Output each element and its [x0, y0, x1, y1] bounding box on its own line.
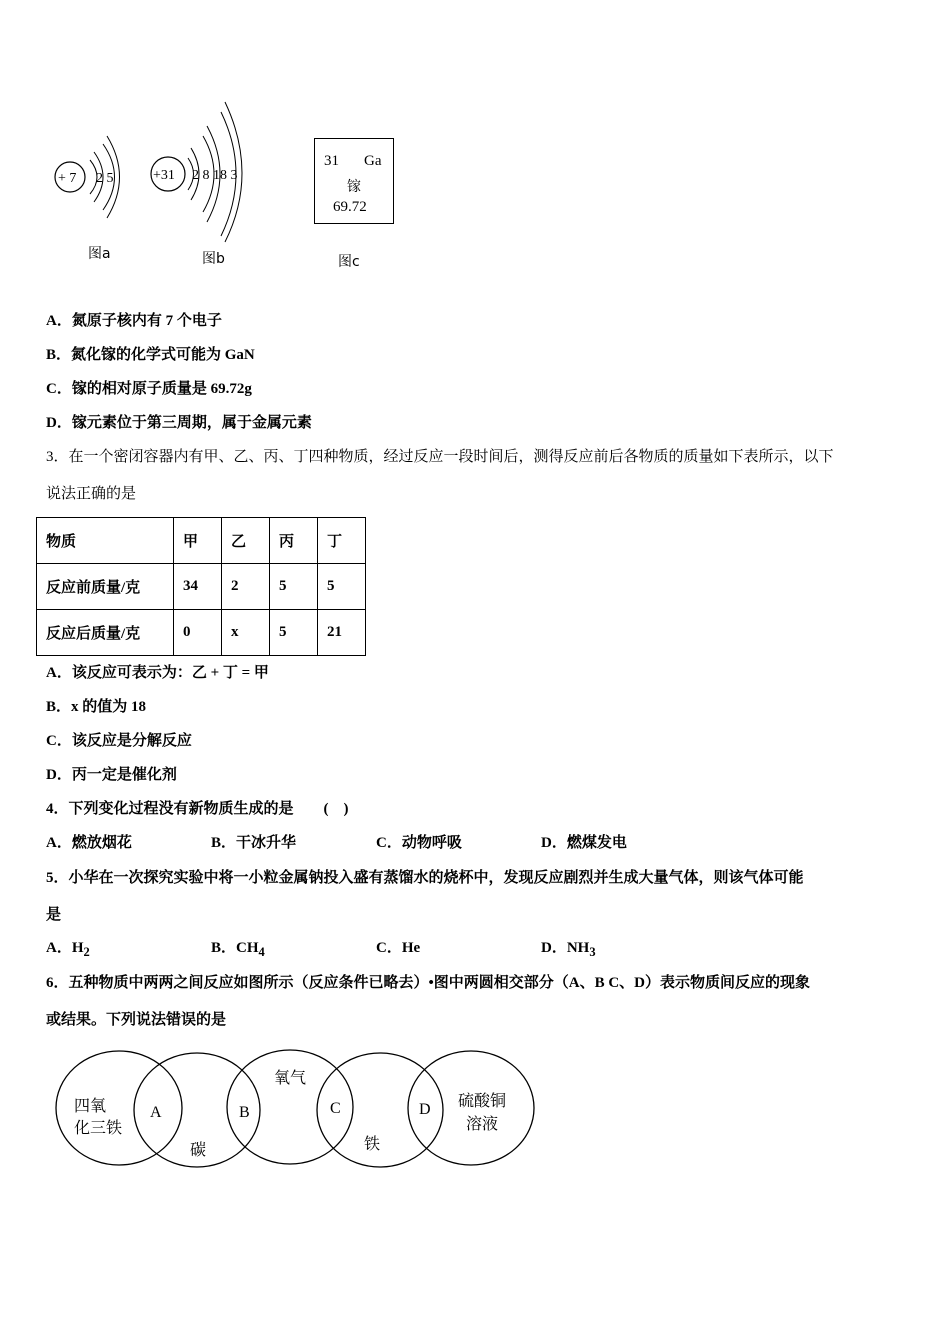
q3-option-c: C．该反应是分解反应	[46, 733, 192, 749]
atomic-number: 31	[324, 153, 339, 169]
q6-venn-diagram	[50, 1045, 540, 1175]
table-cell: 反应前质量/克	[37, 564, 174, 610]
atomic-mass: 69.72	[333, 199, 367, 215]
table-row	[37, 518, 366, 564]
q2-option-d: D．镓元素位于第三周期，属于金属元素	[46, 415, 312, 431]
table-cell: 乙	[222, 518, 270, 564]
figure-a-shells: 2 5	[96, 171, 114, 186]
q3-option-a: A．该反应可表示为：乙 + 丁 = 甲	[46, 665, 269, 681]
table-cell: 5	[318, 564, 366, 610]
table-cell: 物质	[37, 518, 174, 564]
figure-b-atom-diagram	[145, 98, 260, 243]
q6-stem-line2: 或结果。下列说法错误的是	[46, 1012, 227, 1028]
q4-options	[46, 833, 706, 853]
label-carbon: 碳	[190, 1142, 207, 1159]
table-cell: 5	[270, 564, 318, 610]
q5-option-d: D．$NH_3$	[541, 940, 596, 959]
table-cell: 2	[222, 564, 270, 610]
figure-a-atom-diagram	[50, 130, 130, 225]
label-copper-sulfate-1: 硫酸铜	[458, 1093, 507, 1110]
table-cell: 反应后质量/克	[37, 610, 174, 656]
intersection-label-d: D	[419, 1101, 431, 1118]
table-cell: 34	[174, 564, 222, 610]
q3-stem-line1: 3．在一个密闭容器内有甲、乙、丙、丁四种物质，经过反应一段时间后，测得反应前后各物质的质量如下表所示，以下	[46, 449, 834, 465]
q5-stem-line2: 是	[46, 907, 62, 923]
q4-option-a: A．燃放烟花	[46, 835, 132, 851]
element-symbol: Ga	[364, 153, 382, 169]
q4-option-d: D．燃煤发电	[541, 835, 627, 851]
table-row	[37, 564, 366, 610]
q2-option-b: B．氮化镓的化学式可能为 GaN	[46, 347, 255, 363]
figure-b-shells: 2 8 18 3	[192, 168, 238, 183]
intersection-label-a: A	[150, 1104, 162, 1121]
figure-a-nucleus: + 7	[58, 171, 77, 186]
label-oxygen: 氧气	[274, 1070, 307, 1087]
intersection-label-c: C	[330, 1100, 341, 1117]
label-iron-oxide-1: 四氧	[74, 1098, 107, 1115]
q3-stem-line2: 说法正确的是	[46, 486, 137, 502]
q6-stem-line1: 6．五种物质中两两之间反应如图所示（反应条件已略去）•图中两圆相交部分（A、B C、D）表示物质间反应的现象	[46, 975, 811, 991]
figure-c-element-cell	[314, 138, 394, 224]
table-row	[37, 610, 366, 656]
table-cell: 丙	[270, 518, 318, 564]
table-cell: x	[222, 610, 270, 656]
q4-stem: 4．下列变化过程没有新物质生成的是 ( )	[46, 801, 349, 817]
table-cell: 甲	[174, 518, 222, 564]
q5-options	[46, 938, 706, 962]
table-cell: 21	[318, 610, 366, 656]
q5-option-a: A．$H_2$	[46, 940, 90, 959]
table-cell: 丁	[318, 518, 366, 564]
q2-option-c: C．镓的相对原子质量是 69.72g	[46, 381, 252, 397]
intersection-label-b: B	[239, 1104, 250, 1121]
table-cell: 5	[270, 610, 318, 656]
q4-option-c: C．动物呼吸	[376, 835, 462, 851]
label-iron-oxide-2: 化三铁	[74, 1120, 123, 1137]
label-iron: 铁	[364, 1136, 381, 1153]
q5-option-b: B．$CH_4$	[211, 940, 265, 959]
q4-option-b: B．干冰升华	[211, 835, 297, 851]
q3-option-d: D．丙一定是催化剂	[46, 767, 177, 783]
q5-option-c: C．He	[376, 940, 421, 956]
figure-b-nucleus: +31	[153, 168, 175, 183]
label-copper-sulfate-2: 溶液	[466, 1116, 499, 1133]
element-name: 镓	[347, 179, 361, 195]
q2-option-a: A．氮原子核内有 7 个电子	[46, 313, 222, 329]
q3-mass-table	[36, 517, 366, 656]
figure-c-caption: 图c	[338, 254, 360, 270]
table-cell: 0	[174, 610, 222, 656]
q5-stem-line1: 5．小华在一次探究实验中将一小粒金属钠投入盛有蒸馏水的烧杯中，发现反应剧烈并生成大量气体，则该气体可能	[46, 870, 804, 886]
q3-option-b: B．x 的值为 18	[46, 699, 147, 715]
figure-a-caption: 图a	[88, 246, 111, 262]
figure-b-caption: 图b	[202, 251, 225, 267]
